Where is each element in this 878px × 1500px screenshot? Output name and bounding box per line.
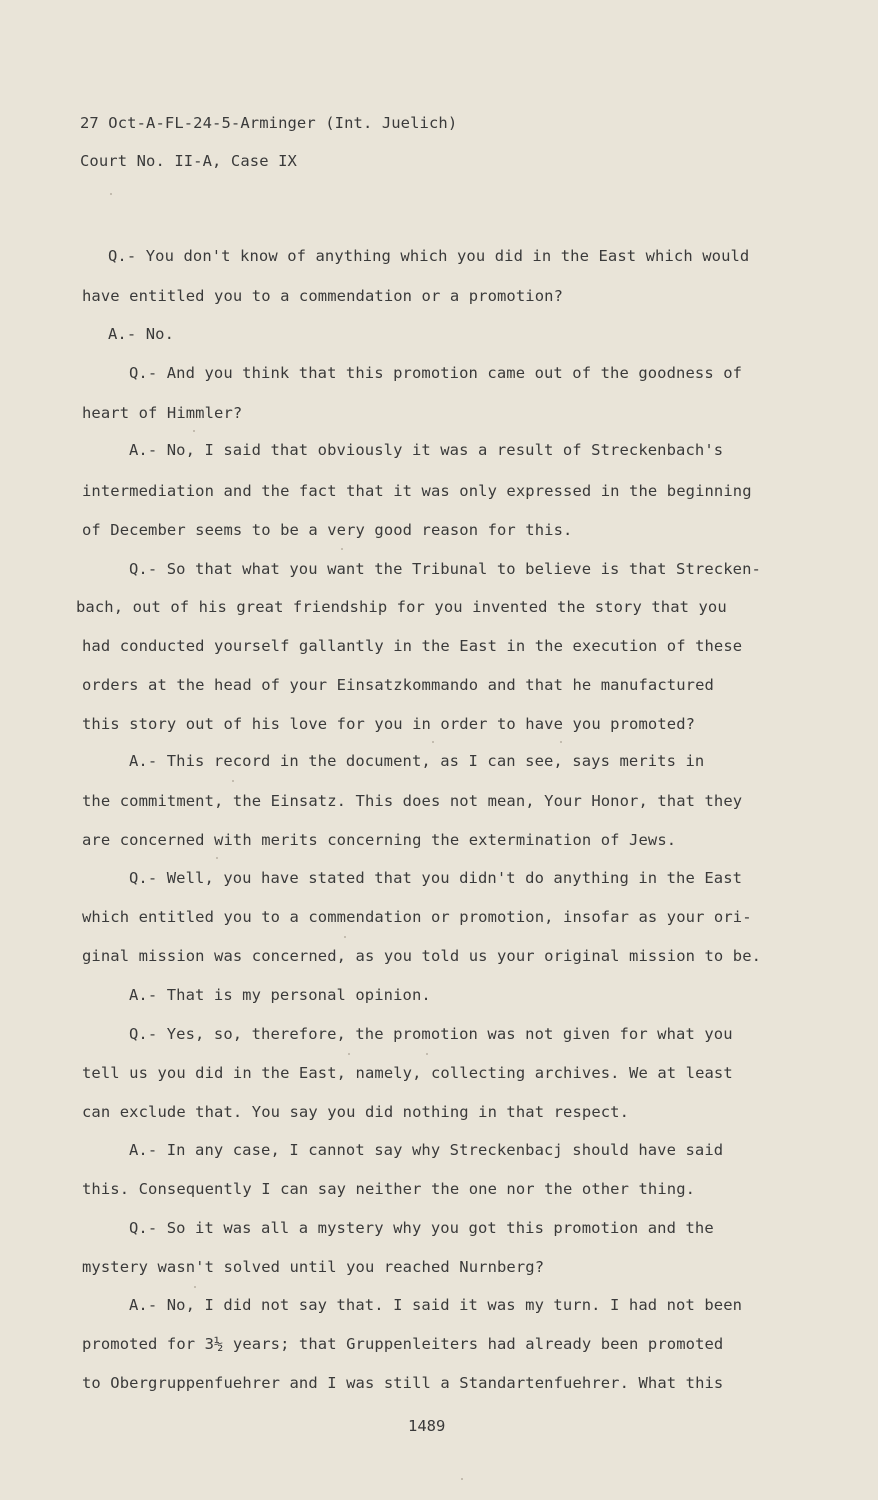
paper-speck (110, 193, 112, 195)
transcript-line: Q.- Yes, so, therefore, the promotion was not given for what you (129, 1025, 733, 1043)
transcript-line: to Obergruppenfuehrer and I was still a Standartenfuehrer. What this (82, 1374, 724, 1392)
transcript-line: this. Consequently I can say neither the one nor the other thing. (82, 1180, 696, 1198)
transcript-line: Q.- Well, you have stated that you didn't do anything in the East (129, 869, 743, 887)
transcript-line: Q.- So that what you want the Tribunal to believe is that Strecken- (129, 560, 761, 578)
paper-speck (194, 1286, 196, 1288)
transcript-line: of December seems to be a very good reason for this. (82, 521, 573, 539)
transcript-line: this story out of his love for you in order to have you promoted? (82, 715, 696, 733)
paper-speck (461, 1478, 463, 1480)
transcript-line: heart of Himmler? (82, 404, 243, 422)
paper-speck (341, 548, 343, 550)
transcript-line: have entitled you to a commendation or a promotion? (82, 287, 564, 305)
paper-speck (232, 780, 234, 782)
transcript-line: A.- No, I said that obviously it was a result of Streckenbach's (129, 441, 724, 459)
transcript-line: had conducted yourself gallantly in the East in the execution of these (82, 637, 743, 655)
transcript-line: A.- In any case, I cannot say why Streckenbacj should have said (129, 1141, 724, 1159)
transcript-line: A.- No, I did not say that. I said it was my turn. I had not been (129, 1296, 743, 1314)
paper-speck (560, 741, 562, 743)
paper-speck (344, 936, 346, 938)
transcript-line: which entitled you to a commendation or promotion, insofar as your ori- (82, 908, 752, 926)
transcript-line: Q.- You don't know of anything which you did in the East which would (108, 247, 750, 265)
transcript-line: orders at the head of your Einsatzkommando and that he manufactured (82, 676, 714, 694)
transcript-line: Q.- So it was all a mystery why you got this promotion and the (129, 1219, 714, 1237)
transcript-line: ginal mission was concerned, as you told us your original mission to be. (82, 947, 762, 965)
transcript-line: are concerned with merits concerning the extermination of Jews. (82, 831, 677, 849)
transcript-line: the commitment, the Einsatz. This does not mean, Your Honor, that they (82, 792, 743, 810)
paper-speck (348, 1053, 350, 1055)
transcript-line: can exclude that. You say you did nothing in that respect. (82, 1103, 630, 1121)
page-number: 1489 (408, 1417, 446, 1435)
paper-speck (193, 430, 195, 432)
paper-speck (216, 857, 218, 859)
paper-speck (432, 741, 434, 743)
transcript-line: intermediation and the fact that it was only expressed in the beginning (82, 482, 752, 500)
transcript-line: bach, out of his great friendship for you invented the story that you (76, 598, 727, 616)
transcript-line: A.- No. (108, 325, 175, 343)
transcript-line: mystery wasn't solved until you reached Nurnberg? (82, 1258, 545, 1276)
transcript-line: Q.- And you think that this promotion came out of the goodness of (129, 364, 743, 382)
reference-line: 27 Oct-A-FL-24-5-Arminger (Int. Juelich) (80, 114, 458, 132)
transcript-line: A.- That is my personal opinion. (129, 986, 431, 1004)
transcript-line: A.- This record in the document, as I can see, says merits in (129, 752, 705, 770)
court-line: Court No. II-A, Case IX (80, 152, 297, 170)
transcript-line: tell us you did in the East, namely, collecting archives. We at least (82, 1064, 733, 1082)
paper-speck (426, 1053, 428, 1055)
transcript-line: promoted for 3½ years; that Gruppenleiters had already been promoted (82, 1335, 724, 1353)
